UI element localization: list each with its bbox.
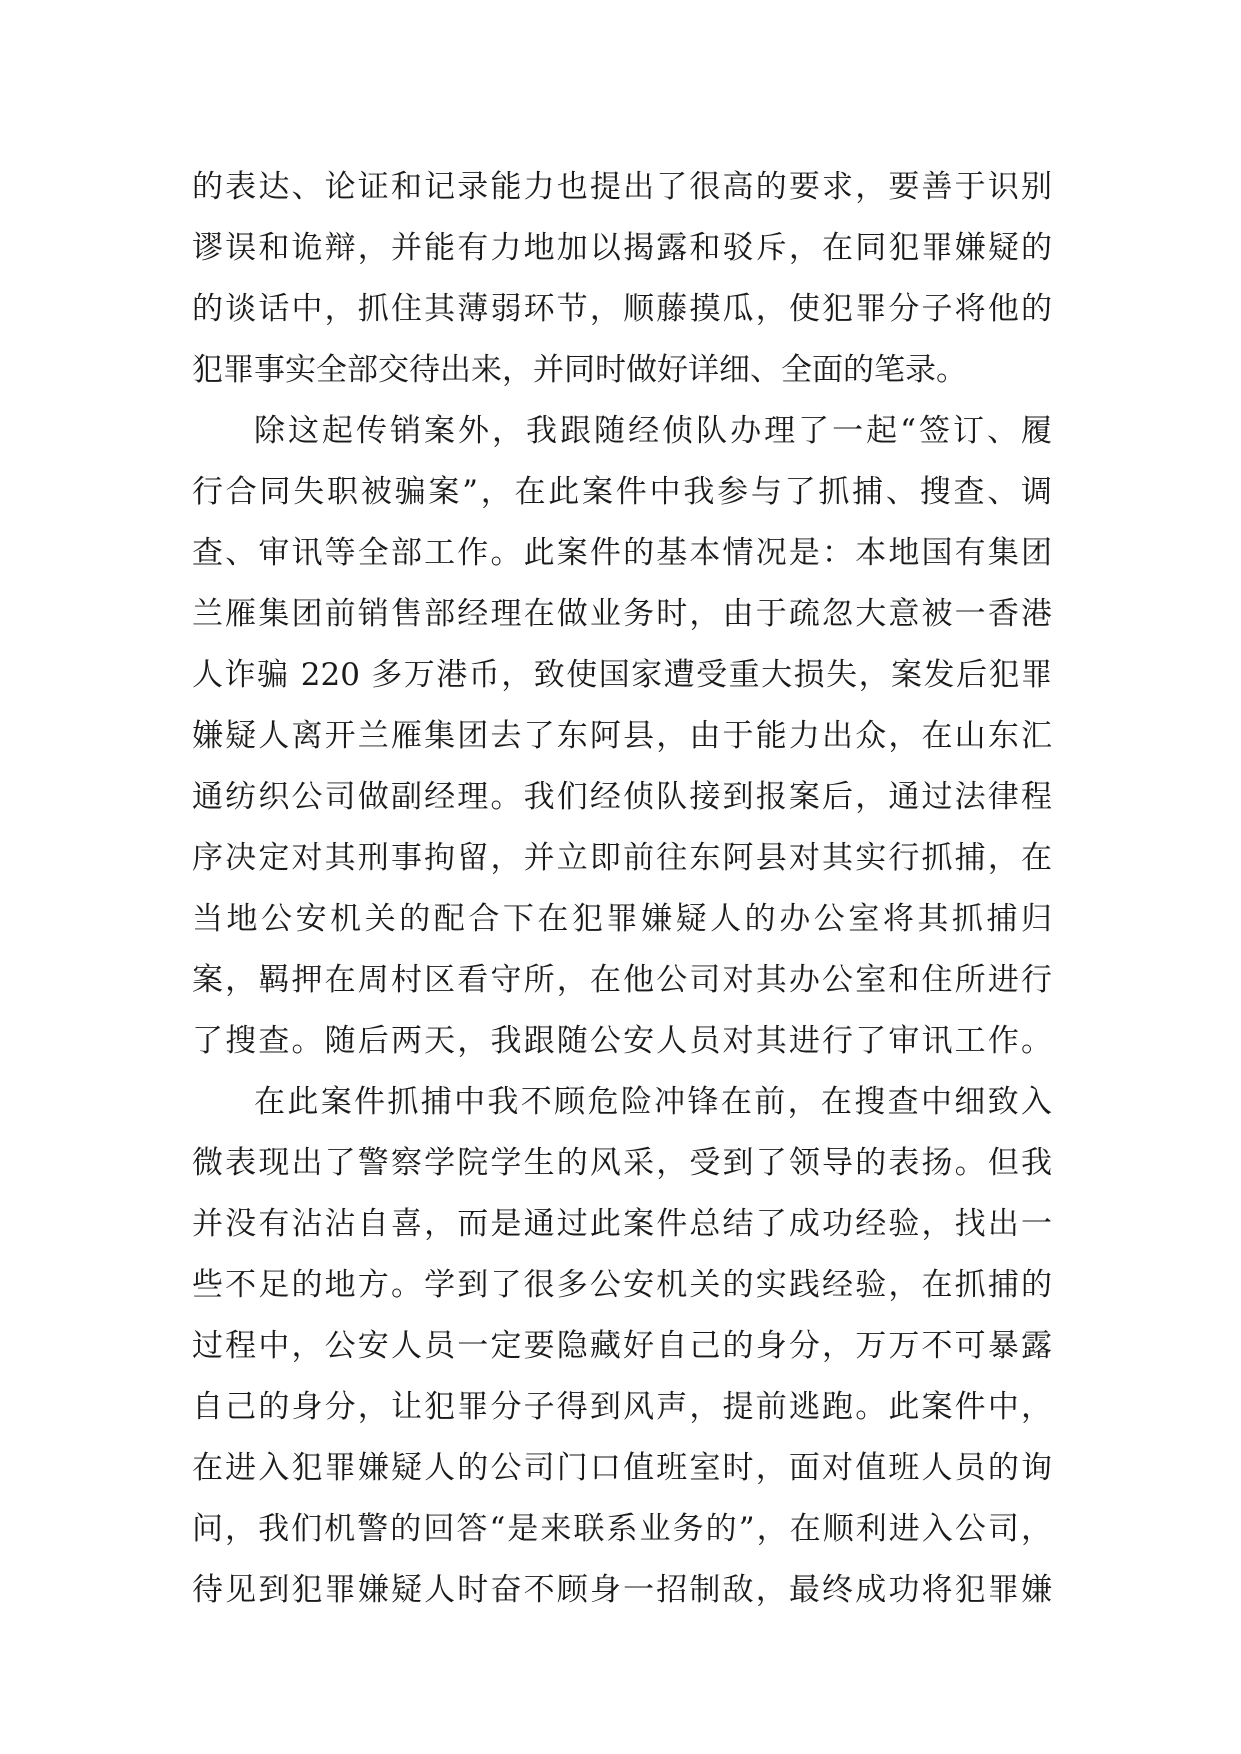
body-text [192, 157, 1052, 1621]
paragraph-first-line: 除这起传销案外，我跟随经侦队办理了一起“签订、履 [254, 413, 1052, 449]
text-line: 人诈骗 220 多万港币，致使国家遭受重大损失，案发后犯罪 [192, 657, 1052, 693]
text-line: 案，羁押在周村区看守所，在他公司对其办公室和住所进行 [192, 962, 1052, 998]
text-line: 当地公安机关的配合下在犯罪嫌疑人的办公室将其抓捕归 [192, 901, 1052, 937]
text-line: 查、审讯等全部工作。此案件的基本情况是：本地国有集团 [192, 535, 1052, 571]
paragraph-first-line: 在此案件抓捕中我不顾危险冲锋在前，在搜查中细致入 [254, 1084, 1052, 1120]
text-line: 微表现出了警察学院学生的风采，受到了领导的表扬。但我 [192, 1145, 1052, 1181]
text-line: 嫌疑人离开兰雁集团去了东阿县，由于能力出众，在山东汇 [192, 718, 1052, 754]
text-line: 行合同失职被骗案”，在此案件中我参与了抓捕、搜查、调 [192, 474, 1052, 510]
text-line: 的表达、论证和记录能力也提出了很高的要求，要善于识别 [192, 169, 1052, 205]
text-line: 待见到犯罪嫌疑人时奋不顾身一招制敌，最终成功将犯罪嫌 [192, 1572, 1052, 1608]
text-line: 自己的身分，让犯罪分子得到风声，提前逃跑。此案件中， [192, 1389, 1052, 1425]
text-line: 些不足的地方。学到了很多公安机关的实践经验，在抓捕的 [192, 1267, 1052, 1303]
text-line: 问，我们机警的回答“是来联系业务的”，在顺利进入公司， [192, 1511, 1052, 1547]
text-line: 的谈话中，抓住其薄弱环节，顺藤摸瓜，使犯罪分子将他的 [192, 291, 1052, 327]
text-line: 并没有沾沾自喜，而是通过此案件总结了成功经验，找出一 [192, 1206, 1052, 1242]
text-line: 过程中，公安人员一定要隐藏好自己的身分，万万不可暴露 [192, 1328, 1052, 1364]
text-line: 谬误和诡辩，并能有力地加以揭露和驳斥，在同犯罪嫌疑的 [192, 230, 1052, 266]
text-line: 在进入犯罪嫌疑人的公司门口值班室时，面对值班人员的询 [192, 1450, 1052, 1486]
text-line: 了搜查。随后两天，我跟随公安人员对其进行了审讯工作。 [192, 1023, 1052, 1059]
text-line: 序决定对其刑事拘留，并立即前往东阿县对其实行抓捕，在 [192, 840, 1052, 876]
text-line: 犯罪事实全部交待出来，并同时做好详细、全面的笔录。 [192, 352, 967, 388]
text-line: 通纺织公司做副经理。我们经侦队接到报案后，通过法律程 [192, 779, 1052, 815]
text-line: 兰雁集团前销售部经理在做业务时，由于疏忽大意被一香港 [192, 596, 1052, 632]
